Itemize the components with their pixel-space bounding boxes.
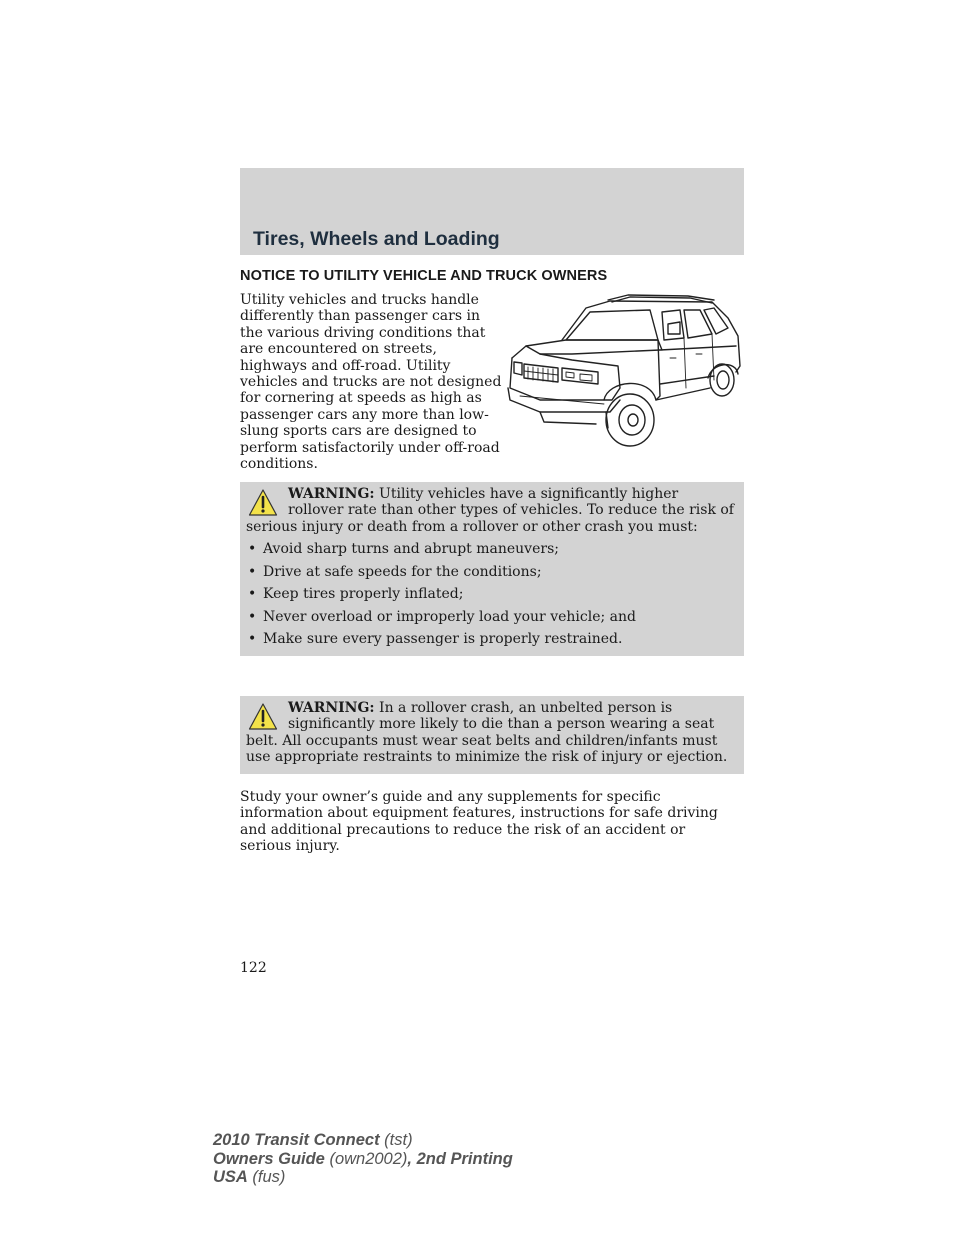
list-item: • Drive at safe speeds for the conditions; <box>246 564 734 580</box>
warning-text: Utility vehicles have a significantly higher rollover rate than other types of vehicles. To reduce the risk of serious injury or death from a rollover or other crash you must: <box>246 486 734 535</box>
list-item: • Never overload or improperly load your vehicle; and <box>246 609 734 625</box>
utility-vehicle-illustration <box>500 288 746 450</box>
section-title: Tires, Wheels and Loading <box>253 228 500 250</box>
footer-line-guide: Owners Guide (own2002), 2nd Printing <box>213 1149 513 1168</box>
warning-triangle-icon <box>248 702 278 732</box>
rollover-warning-box <box>240 482 744 656</box>
footer-line-model: 2010 Transit Connect (tst) <box>213 1131 413 1149</box>
notice-heading: NOTICE TO UTILITY VEHICLE AND TRUCK OWNERS <box>240 268 608 284</box>
warning-label: WARNING: <box>288 486 375 502</box>
section-header-band <box>240 168 744 255</box>
list-item: • Avoid sharp turns and abrupt maneuvers; <box>246 541 734 557</box>
closing-paragraph: Study your owner’s guide and any supplements for specific information about equipment features, instructions for safe driving and additional precautions to reduce the risk of an accident or serious injury. <box>240 789 718 855</box>
warning-label: WARNING: <box>288 700 375 716</box>
footer-line-market: USA (fus) <box>213 1168 286 1186</box>
notice-intro-text: Utility vehicles and trucks handle differently than passenger cars in the various driving conditions that are encountered on streets, highways and off-road. Utility vehicles and trucks are not designed for cornering at speeds as high as passenger cars any more than low-slung sports cars are designed to perform satisfactorily under off-road conditions. <box>240 292 502 473</box>
document-footer <box>213 1131 513 1187</box>
list-item: • Make sure every passenger is properly restrained. <box>246 631 734 647</box>
safety-instruction-list <box>246 541 734 647</box>
page-number: 122 <box>240 960 267 976</box>
warning-triangle-icon <box>248 488 278 518</box>
warning-text: In a rollover crash, an unbelted person is significantly more likely to die than a person wearing a seat belt. All occupants must wear seat belts and children/infants must use appropriate restraints to minimize the risk of injury or ejection. <box>246 700 728 766</box>
list-item: • Keep tires properly inflated; <box>246 586 734 602</box>
seat-belt-warning-box <box>240 696 744 774</box>
